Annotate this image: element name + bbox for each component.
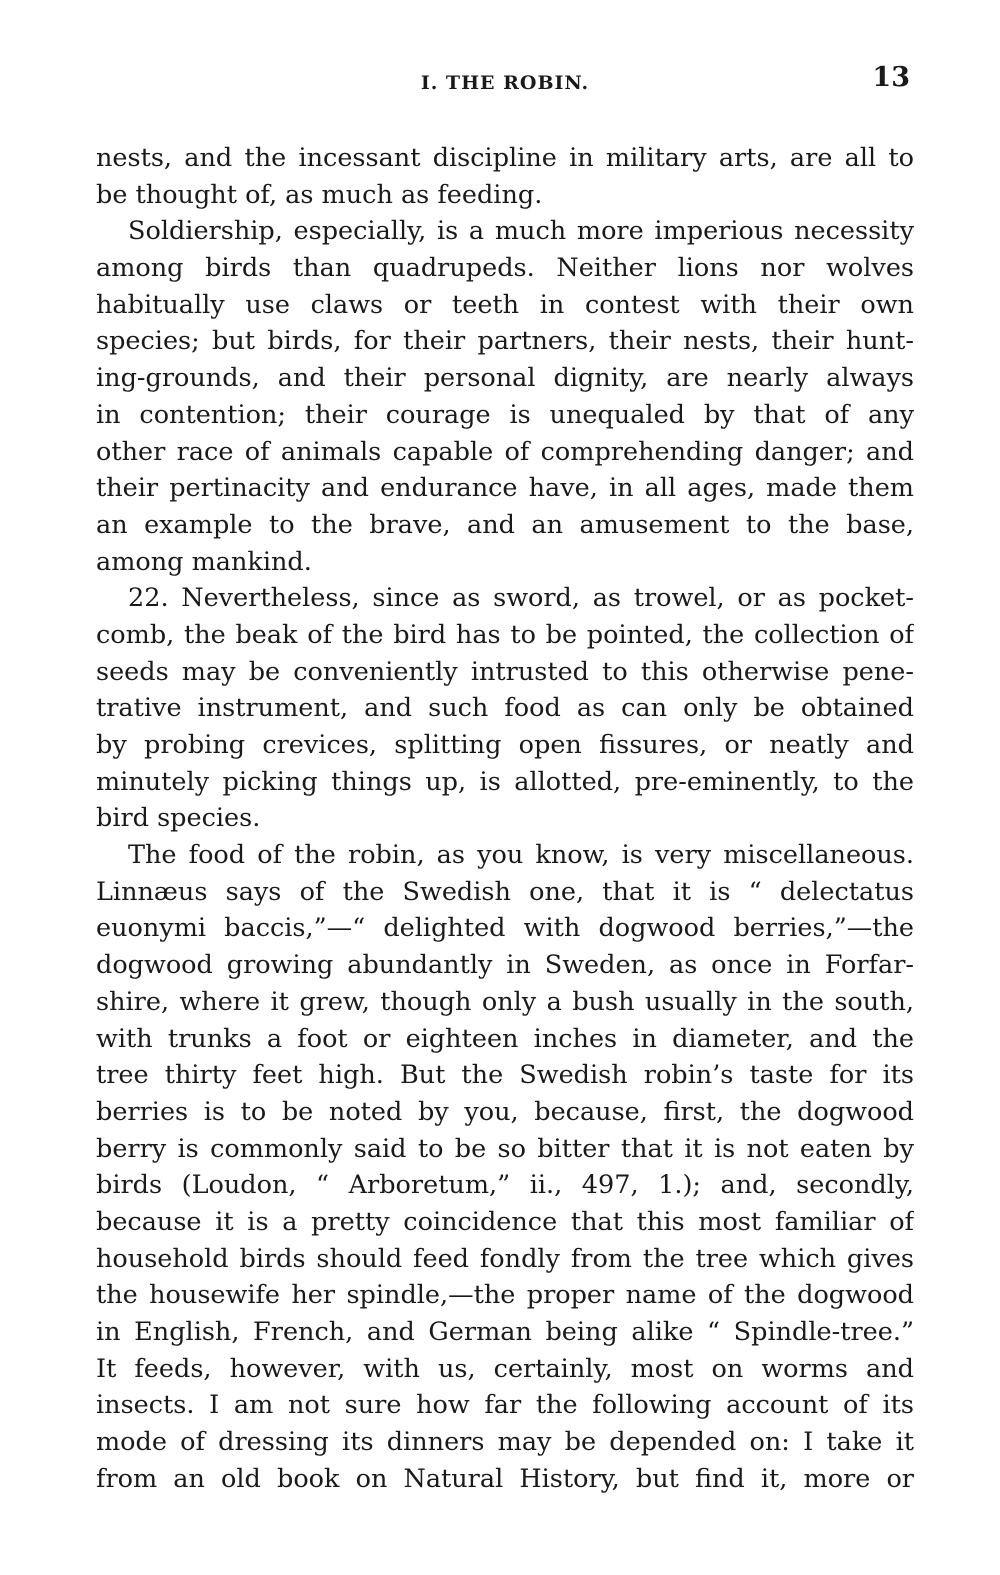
text-line: shire, where it grew, though only a bush usually in the south, [96,986,914,1017]
text-line: species; but birds, for their partners, their nests, their hunt- [96,326,914,357]
text-line: dogwood growing abundantly in Sweden, as once in Forfar- [96,950,914,981]
text-line: mode of dressing its dinners may be depended on: I take it [96,1427,914,1458]
text-line: in English, French, and German being alike “ Spindle-tree.” [96,1317,914,1347]
page-number: 13 [872,62,910,93]
text-line: berries is to be noted by you, because, first, the dogwood [96,1096,914,1127]
page-header [96,62,914,102]
text-line: minutely picking things up, is allotted, pre-eminently, to the [96,766,914,797]
text-line: tree thirty feet high. But the Swedish robin’s taste for its [96,1060,914,1091]
text-line: bird species. [96,803,261,834]
body-text [96,140,914,1497]
text-line: among birds than quadrupeds. Neither lions nor wolves [96,253,914,284]
text-line: 22. Nevertheless, since as sword, as trowel, or as pocket- [128,583,914,614]
text-line: ing-grounds, and their personal dignity, are nearly always [96,363,914,394]
text-line: Soldiership, especially, is a much more imperious necessity [128,216,914,247]
text-line: nests, and the incessant discipline in military arts, are all to [96,143,914,173]
text-line: The food of the robin, as you know, is very miscellaneous. [128,840,914,871]
text-line: It feeds, however, with us, certainly, most on worms and [96,1353,914,1384]
text-line: seeds may be conveniently intrusted to this otherwise pene- [96,656,914,687]
text-line: trative instrument, and such food as can only be obtained [96,693,914,724]
text-line: other race of animals capable of comprehending danger; and [96,436,914,467]
text-line: because it is a pretty coincidence that this most familiar of [96,1206,914,1237]
text-line: in contention; their courage is unequaled by that of any [96,399,914,430]
text-line: among mankind. [96,546,312,577]
text-line: from an old book on Natural History, but find it, more or [96,1463,914,1494]
text-line: habitually use claws or teeth in contest with their own [96,289,914,320]
text-line: euonymi baccis,”—“ delighted with dogwood berries,”—the [96,913,914,944]
text-line: birds (Loudon, “ Arboretum,” ii., 497, 1.); and, secondly, [96,1170,914,1201]
text-line: their pertinacity and endurance have, in all ages, made them [96,473,914,504]
text-line: insects. I am not sure how far the following account of its [96,1390,914,1421]
text-line: an example to the brave, and an amusement to the base, [96,509,914,540]
text-line: with trunks a foot or eighteen inches in diameter, and the [96,1023,914,1054]
text-line: comb, the beak of the bird has to be pointed, the collection of [96,619,914,650]
text-line: household birds should feed fondly from the tree which gives [96,1243,914,1274]
text-line: the housewife her spindle,—the proper name of the dogwood [96,1280,914,1311]
text-line: berry is commonly said to be so bitter that it is not eaten by [96,1133,914,1164]
text-line: be thought of, as much as feeding. [96,179,543,210]
running-title: I. THE ROBIN. [420,72,590,94]
text-line: by probing crevices, splitting open fissures, or neatly and [96,730,914,760]
text-line: Linnæus says of the Swedish one, that it is “ delectatus [96,876,914,907]
